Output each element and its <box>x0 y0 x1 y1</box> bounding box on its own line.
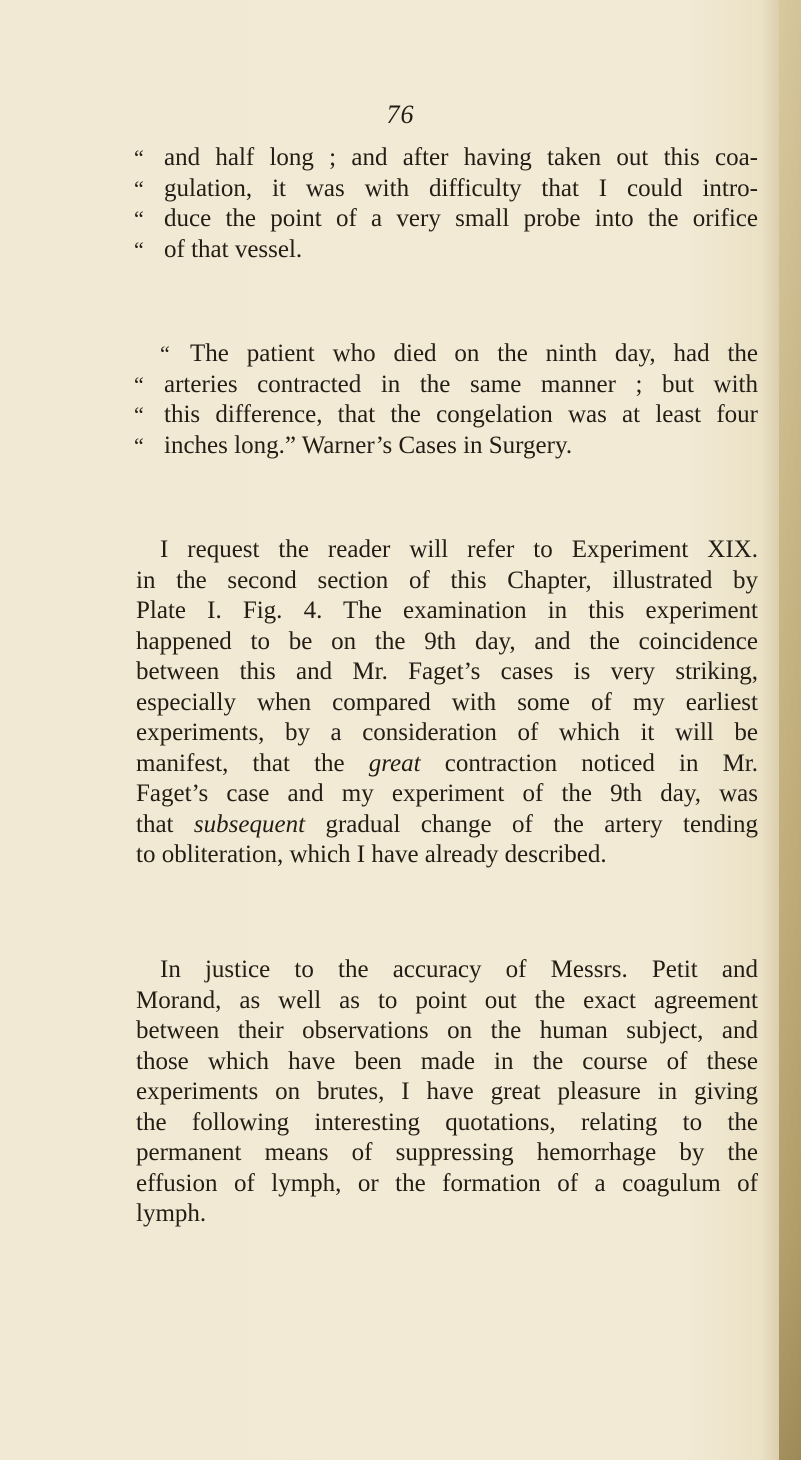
body-paragraph-1 <box>136 535 758 871</box>
text-line: In justice to the accuracy of Messrs. Petit and <box>160 956 758 983</box>
text-line: to obliteration, which I have already described. <box>136 841 607 868</box>
quote-mark: “ <box>160 341 170 366</box>
text-line: “ inches long.” Warner’s Cases in Surgery. <box>136 431 758 462</box>
text-line: “ and half long ; and after having taken out this coa- <box>136 143 758 174</box>
body-paragraph-2 <box>136 955 758 1230</box>
text-line: “ duce the point of a very small probe into the orifice <box>136 204 758 235</box>
page-number: 76 <box>386 100 415 129</box>
text-line: “ The patient who died on the ninth day, had the <box>136 339 758 370</box>
text-line: Plate I. Fig. 4. The examination in this experiment <box>136 597 758 624</box>
text-line: that subsequent gradual change of the artery tending <box>136 810 758 838</box>
text-line: I request the reader will refer to Experiment XIX. <box>160 536 758 563</box>
text-line: the following interesting quotations, relating to the <box>136 1108 758 1136</box>
text-line: manifest, that the great contraction noticed in Mr. <box>136 749 758 777</box>
quote-paragraph-1 <box>136 143 758 265</box>
text-line: experiments on brutes, I have great pleasure in giving <box>136 1078 758 1105</box>
text-line: those which have been made in the course of these <box>136 1047 758 1075</box>
text-line: “ gulation, it was with difficulty that I could intro- <box>136 174 758 205</box>
text-line: “ this difference, that the congelation was at least four <box>136 400 758 431</box>
text-line: lymph. <box>136 1200 207 1227</box>
text-line: in the second section of this Chapter, illustrated by <box>136 566 758 594</box>
text-line: “ arteries contracted in the same manner ; but with <box>136 370 758 401</box>
quote-mark: “ <box>134 236 144 262</box>
text-line: between this and Mr. Faget’s cases is very striking, <box>136 658 758 685</box>
quote-mark: “ <box>134 206 144 231</box>
text-line: permanent means of suppressing hemorrhage by the <box>136 1139 758 1166</box>
page-edge-stain <box>779 0 801 1460</box>
quote-mark: “ <box>134 175 144 201</box>
text-line: “ of that vessel. <box>136 235 758 266</box>
quote-mark: “ <box>134 432 144 458</box>
text-line: especially when compared with some of my earliest <box>136 688 758 716</box>
text-line: Faget’s case and my experiment of the 9th day, was <box>136 780 758 807</box>
quote-mark: “ <box>134 371 144 397</box>
text-line: between their observations on the human subject, and <box>136 1017 758 1044</box>
quote-mark: “ <box>134 402 144 427</box>
text-line: happened to be on the 9th day, and the coincidence <box>136 627 758 655</box>
text-line: experiments, by a consideration of which it will be <box>136 719 758 746</box>
quote-mark: “ <box>134 145 144 170</box>
quote-paragraph-2 <box>136 339 758 461</box>
text-line: Morand, as well as to point out the exact agreement <box>136 986 758 1014</box>
text-line: effusion of lymph, or the formation of a coagulum of <box>136 1169 758 1197</box>
